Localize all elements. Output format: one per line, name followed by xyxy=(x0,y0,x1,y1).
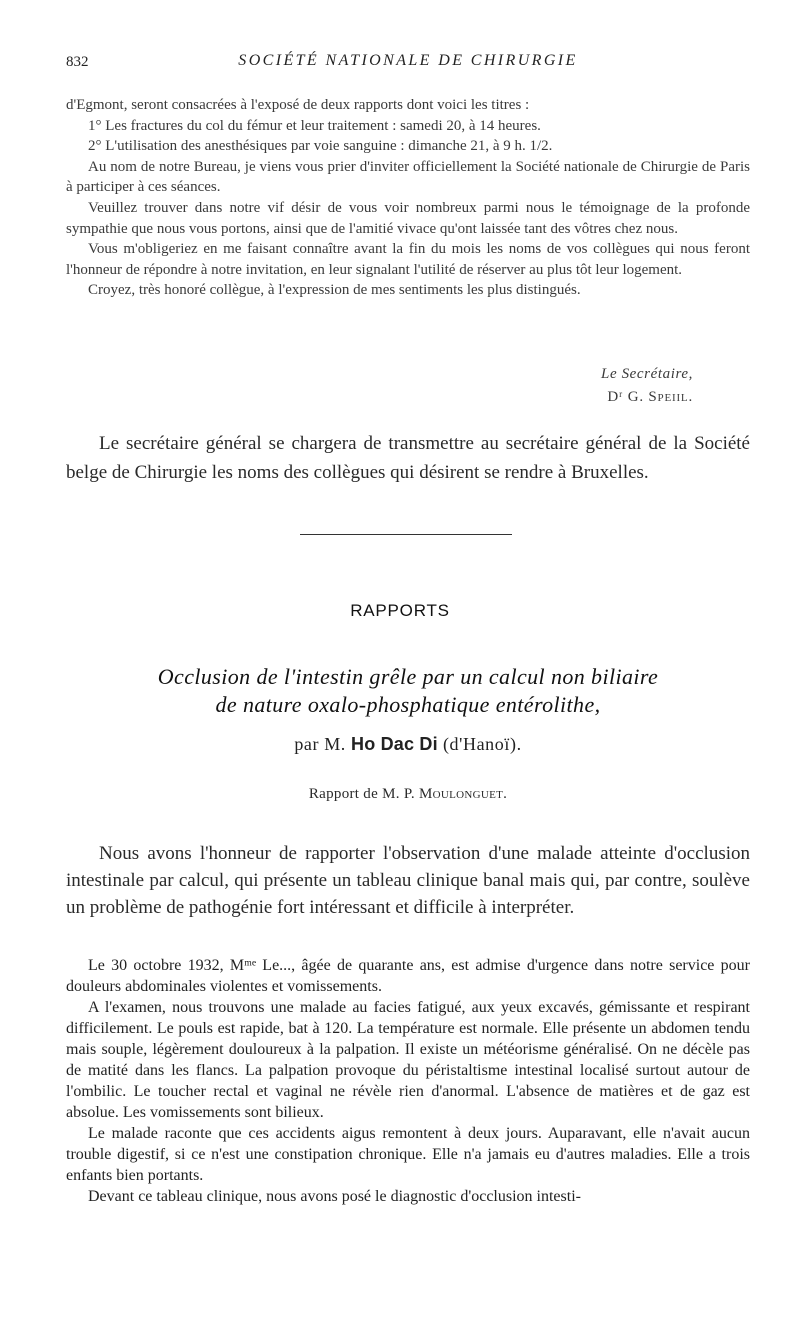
rapporteur-prefix: Rapport de M. P. xyxy=(308,786,415,802)
observation-paragraph: A l'examen, nous trouvons une malade au facies fatigué, aux yeux excavés, gémissante et respirant difficilement. Le pouls est rapide, bat à 120. La température est normale. Elle présente un abdomen tendu mais souple, légèrement douloureux à la palpation. Il existe un météorisme généralisé. On ne décèle pas de matité dans les flancs. La palpation provoque du péristaltisme intestinal localisé surtout autour de l'ombilic. Le toucher rectal et vaginal ne révèle rien d'anormal. L'absence de matières et de gaz est absolue. Les vomissements sont bilieux. xyxy=(66,999,750,1121)
letter-paragraph: Croyez, très honoré collègue, à l'expression de mes sentiments les plus distingués. xyxy=(88,282,581,299)
observation-paragraph: Le 30 octobre 1932, Mᵐᵉ Le..., âgée de quarante ans, est admise d'urgence dans notre service pour douleurs abdominales violentes et vomissements. xyxy=(66,957,750,995)
intro-paragraph-block xyxy=(66,840,750,921)
observation-text xyxy=(66,955,750,1207)
signature xyxy=(66,389,693,406)
letter-paragraph: Vous m'obligeriez en me faisant connaître avant la fin du mois les noms de vos collègues qui nous feront l'honneur de répondre à notre invitation, en leur signalant l'utilité de réserver au plus tôt leur logement. xyxy=(66,241,750,278)
intro-paragraph: Nous avons l'honneur de rapporter l'observation d'une malade atteinte d'occlusion intestinale par calcul, qui présente un tableau clinique banal mais qui, par contre, soulève un problème de pathogénie fort intéressant et difficile à interpréter. xyxy=(66,843,750,918)
letter-paragraph: d'Egmont, seront consacrées à l'exposé de deux rapports dont voici les titres : xyxy=(66,97,530,113)
letter-list-item: 1° Les fractures du col du fémur et leur traitement : samedi 20, à 14 heures. xyxy=(88,117,541,134)
note-paragraph: Le secrétaire général se chargera de transmettre au secrétaire général de la Société belge de Chirurgie les noms des collègues qui désirent se rendre à Bruxelles. xyxy=(66,433,750,483)
section-divider xyxy=(300,534,512,535)
letter-body xyxy=(66,95,750,301)
observation-paragraph: Le malade raconte que ces accidents aigus remontent à deux jours. Auparavant, elle n'avait aucun trouble digestif, si ce n'est une constipation chronique. Elle n'a jamais eu d'autres maladies. Elle a trois enfants bien portants. xyxy=(66,1125,750,1184)
article-title xyxy=(66,663,750,719)
letter-list-item: 2° L'utilisation des anesthésiques par voie sanguine : dimanche 21, à 9 h. 1/2. xyxy=(88,138,553,155)
article-title-line: Occlusion de l'intestin grêle par un calcul non biliaire xyxy=(157,664,659,689)
article-title-line: de nature oxalo-phosphatique entérolithe, xyxy=(215,692,601,717)
observation-paragraph: Devant ce tableau clinique, nous avons posé le diagnostic d'occlusion intesti- xyxy=(88,1188,581,1205)
secretary-note xyxy=(66,430,750,487)
rapporteur-line xyxy=(66,786,750,803)
signature-name: G. Speiil. xyxy=(627,389,693,405)
page-number: 832 xyxy=(66,54,89,70)
rapporteur-name: Moulonguet. xyxy=(418,786,508,802)
signature-prefix: Dʳ xyxy=(607,389,624,405)
running-title: SOCIÉTÉ NATIONALE DE CHIRURGIE xyxy=(238,52,578,69)
byline-suffix: (d'Hanoï). xyxy=(442,734,522,754)
author-name: Ho Dac Di xyxy=(351,734,438,754)
byline-prefix: par M. xyxy=(294,734,346,754)
letter-paragraph: Veuillez trouver dans notre vif désir de vous voir nombreux parmi nous le témoignage de la profonde sympathie que nous vous portons, ainsi que de l'amitié vivace qu'ont laissée tant des vôtres chez nous. xyxy=(66,199,750,237)
letter-paragraph: Au nom de notre Bureau, je viens vous prier d'inviter officiellement la Société nationale de Chirurgie de Paris à participer à ces séances. xyxy=(66,158,750,196)
signature-title: Le Secrétaire, xyxy=(601,366,693,382)
page-header xyxy=(66,50,750,76)
article-byline xyxy=(66,734,750,755)
section-heading: RAPPORTS xyxy=(350,601,450,620)
